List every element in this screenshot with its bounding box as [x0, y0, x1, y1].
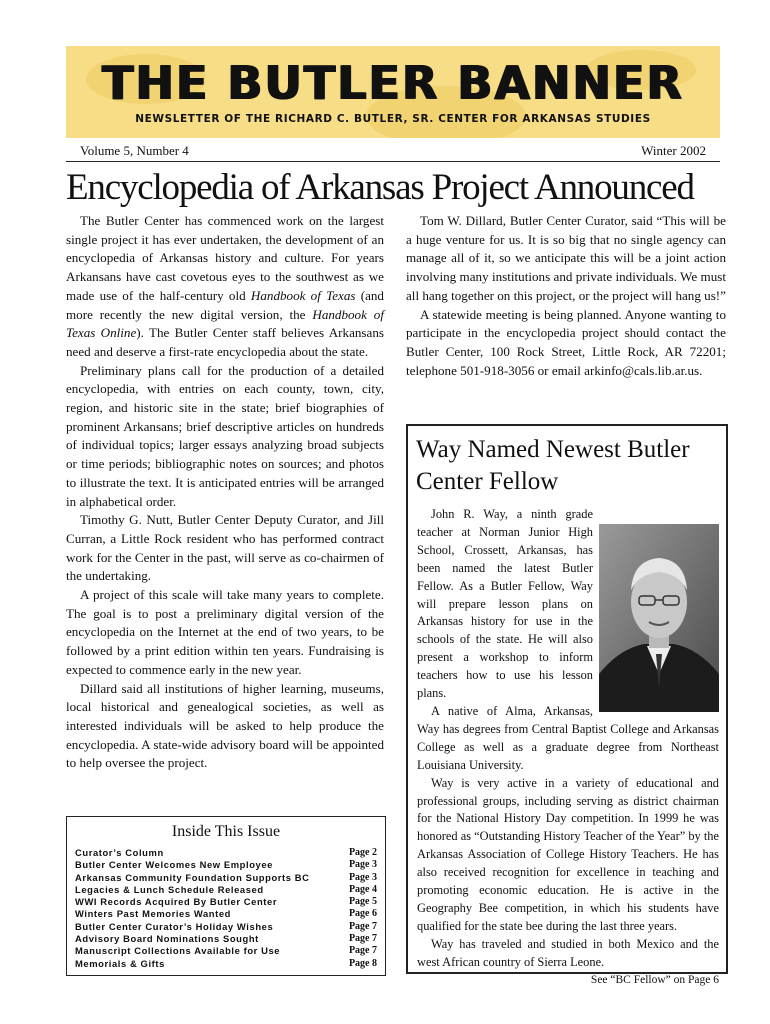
article-paragraph: [66, 212, 384, 362]
contents-row[interactable]: [75, 921, 377, 933]
contents-page: Page 3: [348, 859, 377, 871]
newsletter-title: THE BUTLER BANNER: [102, 56, 684, 110]
article-paragraph: Timothy G. Nutt, Butler Center Deputy Curator, and Jill Curran, a Little Rock resident who has performed contract work for the Center in the past, will serve as co-chairmen of the undertaking.: [66, 512, 384, 584]
contents-label: Butler Center Curator’s Holiday Wishes: [75, 920, 274, 932]
article-paragraph: Tom W. Dillard, Butler Center Curator, said “This will be a huge venture for us. It is so big that no single agency can manage all of it, so we anticipate this will be a joint action involving many institutions and private individuals. We must all hang together on this project, or the project will hang us!”: [406, 213, 726, 303]
contents-row[interactable]: [75, 958, 377, 970]
portrait-image: [599, 524, 719, 712]
contents-row[interactable]: [75, 896, 377, 908]
article-text: (and more recently the new digital version, the: [66, 287, 384, 322]
issue-date: Winter 2002: [641, 143, 706, 158]
fellow-headline: Way Named Newest Butler Center Fellow: [416, 436, 690, 495]
contents-label: WWI Records Acquired By Butler Center: [75, 896, 278, 908]
contents-label: Butler Center Welcomes New Employee: [75, 859, 273, 871]
contents-row[interactable]: [75, 945, 377, 957]
article-paragraph: Dillard said all institutions of higher learning, museums, local historical and genealogical societies, as well as interested individuals will be asked to help produce the encyclopedia. A state-wide advisory board will be appointed to help oversee the project.: [66, 680, 384, 771]
contents-list: [75, 847, 377, 970]
issue-info-bar: [66, 141, 720, 162]
contents-label: Curator’s Column: [75, 847, 164, 858]
contents-label: Arkansas Community Foundation Supports BC: [75, 871, 310, 883]
contents-label: Legacies & Lunch Schedule Released: [75, 883, 264, 895]
portrait-photo: [599, 524, 719, 712]
newsletter-subtitle: NEWSLETTER OF THE RICHARD C. BUTLER, SR. CENTER FOR ARKANSAS STUDIES: [135, 113, 651, 125]
continued-link[interactable]: See “BC Fellow” on Page 6: [590, 973, 719, 986]
contents-row[interactable]: [75, 933, 377, 945]
fellow-article-body: [417, 506, 719, 989]
contents-label: Advisory Board Nominations Sought: [75, 933, 259, 945]
contents-page: Page 7: [348, 945, 377, 957]
inside-title: Inside This Issue: [171, 823, 281, 840]
article-paragraph: A statewide meeting is being planned. Anyone wanting to participate in the encyclopedia project should contact the Butler Center, 100 Rock Street, Little Rock, AR 72201; telephone 501-918-3056 or email arkinfo@cals.lib.ar.us.: [406, 306, 726, 378]
contents-label: Memorials & Gifts: [75, 957, 165, 969]
contents-row[interactable]: [75, 908, 377, 920]
article-paragraph: A project of this scale will take many years to complete. The goal is to post a preliminary digital version of the encyclopedia on the Internet at the end of two years, to be followed by a print edition within ten years. Fundraising is expected to commence early in the new year.: [66, 587, 384, 677]
contents-page: Page 3: [348, 871, 377, 883]
book-title: Handbook of Texas: [250, 287, 356, 303]
article-right-column: [406, 212, 726, 380]
main-headline: Encyclopedia of Arkansas Project Announced: [66, 167, 694, 208]
fellow-paragraph: Way is very active in a variety of educational and professional groups, including serving as district chairman for the National History Day competition. In 1999 he was honored as “Outstanding History Teacher of the Year” by the Arkansas Association of College History Teachers. He has also received recognition for excellence in teaching and promoting economic education. He is active in the Geography Bee competition, in which his students have qualified for the state bee during the last three years.: [417, 775, 719, 933]
contents-page: Page 5: [348, 896, 377, 908]
contents-label: Manuscript Collections Available for Use: [75, 945, 281, 957]
contents-page: Page 8: [348, 957, 377, 969]
contents-row[interactable]: [75, 847, 377, 859]
fellow-paragraph: John R. Way, a ninth grade teacher at Norman Junior High School, Crossett, Arkansas, has been named the latest Butler Fellow. As a Butler Fellow, Way will prepare lesson plans on Arkansas history for use in the schools of the state. He will also present a workshop to inform teachers how to use his lesson plans.: [417, 507, 593, 701]
contents-page: Page 7: [348, 920, 377, 932]
fellow-article-box: [406, 424, 728, 986]
fellow-paragraph: A native of Alma, Arkansas, Way has degrees from Central Baptist College and Arkansas College as well as a graduate degree from Northeast Louisiana University.: [417, 703, 719, 772]
contents-label: Winters Past Memories Wanted: [75, 908, 231, 920]
volume-number: Volume 5, Number 4: [80, 143, 189, 158]
contents-page: Page 2: [348, 847, 377, 858]
contents-page: Page 7: [348, 933, 377, 945]
contents-page: Page 4: [348, 883, 377, 895]
book-title: Handbook of Texas Online: [66, 306, 384, 341]
article-paragraph: Preliminary plans call for the production of a detailed encyclopedia, with entries on each county, town, city, region, and historic site in the state; brief biographies of prominent Arkansans; brief descriptive articles on hundreds of individual topics; larger essays analyzing broad subjects or time periods; bibliographic notes on sources; and photos to illustrate the text. It is anticipated entries will be arranged in alphabetical order.: [66, 362, 384, 509]
article-left-column: [66, 212, 384, 773]
article-text: ). The Butler Center staff believes Arkansans need and deserve a first-rate encyclopedia about the state.: [66, 325, 384, 359]
masthead-banner: [66, 46, 720, 138]
contents-row[interactable]: [75, 872, 377, 884]
contents-row[interactable]: [75, 884, 377, 896]
article-text: The Butler Center has commenced work on the largest single project it has ever undertaken, the development of an encyclopedia of Arkansas history and culture. For years Arkansans have cast covetous eyes to the southwest as we made use of the half-century old: [66, 213, 384, 303]
inside-this-issue-box: [66, 816, 386, 976]
contents-page: Page 6: [348, 908, 377, 920]
fellow-paragraph: Way has traveled and studied in both Mexico and the west African country of Sierra Leone.: [417, 936, 719, 969]
contents-row[interactable]: [75, 859, 377, 871]
